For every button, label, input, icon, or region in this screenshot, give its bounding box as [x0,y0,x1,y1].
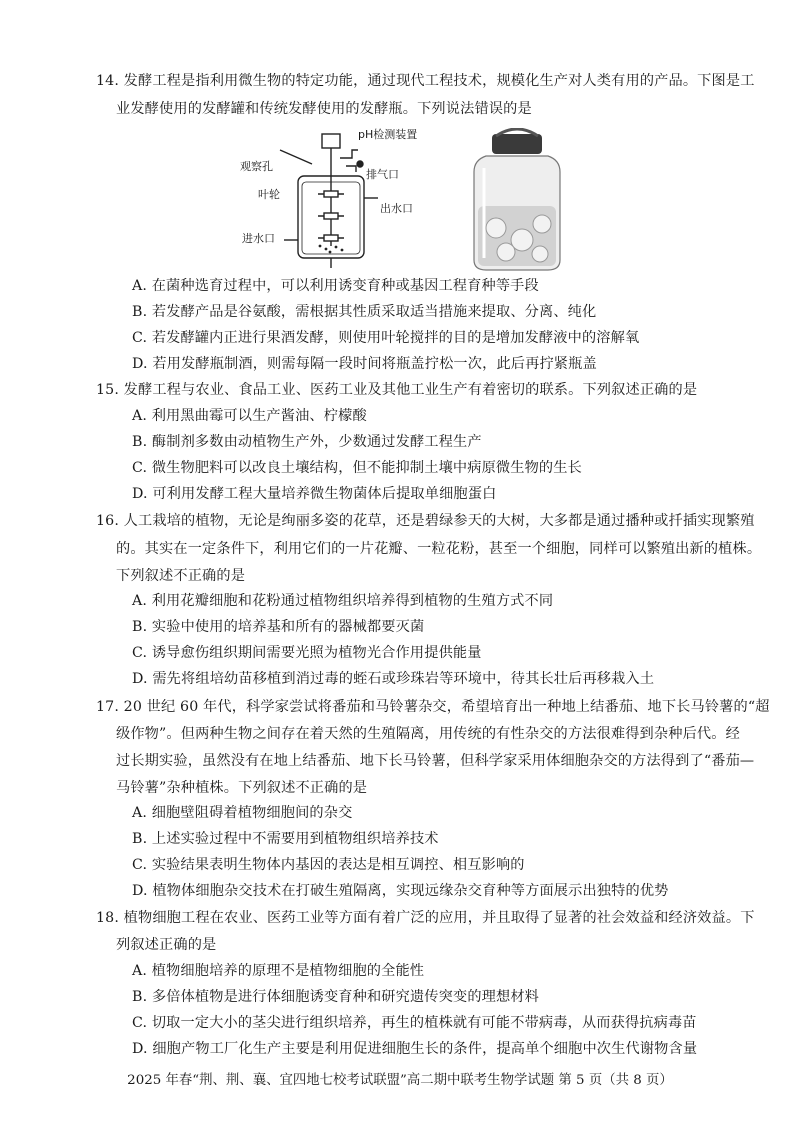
label-ph-device: pH检测装置 [358,128,418,141]
fermentation-jar [474,129,560,270]
q17-stem-line-3: 过长期实验，虽然没有在地上结番茄、地下长马铃薯，但科学家采用体细胞杂交的方法得到了“番茄— [116,753,755,769]
q18-stem-line-2: 列叙述正确的是 [116,937,217,953]
fermenter-tank [280,134,378,268]
q16-option-b: B. 实验中使用的培养基和所有的器械都要灭菌 [132,619,425,635]
q14-option-b: B. 若发酵产品是谷氨酸，需根据其性质采取适当措施来提取、分离、纯化 [132,304,597,320]
q18-option-d: D. 细胞产物工厂化生产主要是利用促进细胞生长的条件，提高单个细胞中次生代谢物含量 [132,1041,698,1057]
q14-option-d: D. 若用发酵瓶制酒，则需每隔一段时间将瓶盖拧松一次，此后再拧紧瓶盖 [132,356,597,372]
label-exhaust: 排气口 [366,168,399,181]
q17-option-c: C. 实验结果表明生物体内基因的表达是相互调控、相互影响的 [132,857,525,873]
q15-option-c: C. 微生物肥料可以改良土壤结构，但不能抑制土壤中病原微生物的生长 [132,460,582,476]
q17-option-b: B. 上述实验过程中不需要用到植物组织培养技术 [132,831,439,847]
q15-stem-line-1: 15. 发酵工程与农业、食品工业、医药工业及其他工业生产有着密切的联系。下列叙述正确的是 [96,382,698,398]
q17-stem-line-4: 马铃薯”杂种植株。下列叙述不正确的是 [116,780,368,796]
fermentation-figure [240,128,570,273]
label-water-inlet: 进水口 [242,232,275,245]
q14-stem-line-1: 14. 发酵工程是指利用微生物的特定功能，通过现代工程技术，规模化生产对人类有用的产品。下图是工 [96,73,755,89]
page-footer: 2025 年春“荆、荆、襄、宜四地七校考试联盟”高二期中联考生物学试题 第 5 页（共 8 页） [127,1073,673,1088]
q16-stem-line-2: 的。其实在一定条件下，利用它们的一片花瓣、一粒花粉，甚至一个细胞，同样可以繁殖出新的植株。 [116,541,762,557]
q16-option-d: D. 需先将组培幼苗移植到消过毒的蛭石或珍珠岩等环境中，待其长壮后再移栽入土 [132,671,655,687]
q15-option-d: D. 可利用发酵工程大量培养微生物菌体后提取单细胞蛋白 [132,486,497,502]
q14-option-a: A. 在菌种选育过程中，可以利用诱变育种或基因工程育种等手段 [132,278,539,294]
label-impeller: 叶轮 [258,188,280,201]
q18-stem-line-1: 18. 植物细胞工程在农业、医药工业等方面有着广泛的应用，并且取得了显著的社会效益和经济效益。下 [96,910,755,926]
q14-stem-line-2: 业发酵使用的发酵罐和传统发酵使用的发酵瓶。下列说法错误的是 [116,101,532,117]
q16-option-c: C. 诱导愈伤组织期间需要光照为植物光合作用提供能量 [132,645,482,661]
q14-option-c: C. 若发酵罐内正进行果酒发酵，则使用叶轮搅拌的目的是增加发酵液中的溶解氧 [132,330,640,346]
q18-option-c: C. 切取一定大小的茎尖进行组织培养，再生的植株就有可能不带病毒，从而获得抗病毒苗 [132,1015,697,1031]
q17-stem-line-2: 级作物”。但两种生物之间存在着天然的生殖隔离，用传统的有性杂交的方法很难得到杂种后代。经 [116,726,740,742]
q17-stem-line-1: 17. 20 世纪 60 年代，科学家尝试将番茄和马铃薯杂交，希望培育出一种地上结番茄、地下长马铃薯的“超 [96,699,770,715]
label-observation-hole: 观察孔 [240,160,273,173]
q18-option-a: A. 植物细胞培养的原理不是植物细胞的全能性 [132,963,425,979]
q16-stem-line-3: 下列叙述不正确的是 [116,568,246,584]
q18-option-b: B. 多倍体植物是进行体细胞诱变育种和研究遗传突变的理想材料 [132,989,540,1005]
q15-option-b: B. 酶制剂多数由动植物生产外，少数通过发酵工程生产 [132,434,482,450]
q17-option-a: A. 细胞壁阻碍着植物细胞间的杂交 [132,805,353,821]
label-water-outlet: 出水口 [380,202,413,215]
q16-option-a: A. 利用花瓣细胞和花粉通过植物组织培养得到植物的生殖方式不同 [132,593,554,609]
q15-option-a: A. 利用黑曲霉可以生产酱油、柠檬酸 [132,408,367,424]
q17-option-d: D. 植物体细胞杂交技术在打破生殖隔离，实现远缘杂交育种等方面展示出独特的优势 [132,883,669,899]
q16-stem-line-1: 16. 人工栽培的植物，无论是绚丽多姿的花草，还是碧绿参天的大树，大多都是通过播种或扦插实现繁殖 [96,513,755,529]
fermenter-diagram [240,128,570,273]
